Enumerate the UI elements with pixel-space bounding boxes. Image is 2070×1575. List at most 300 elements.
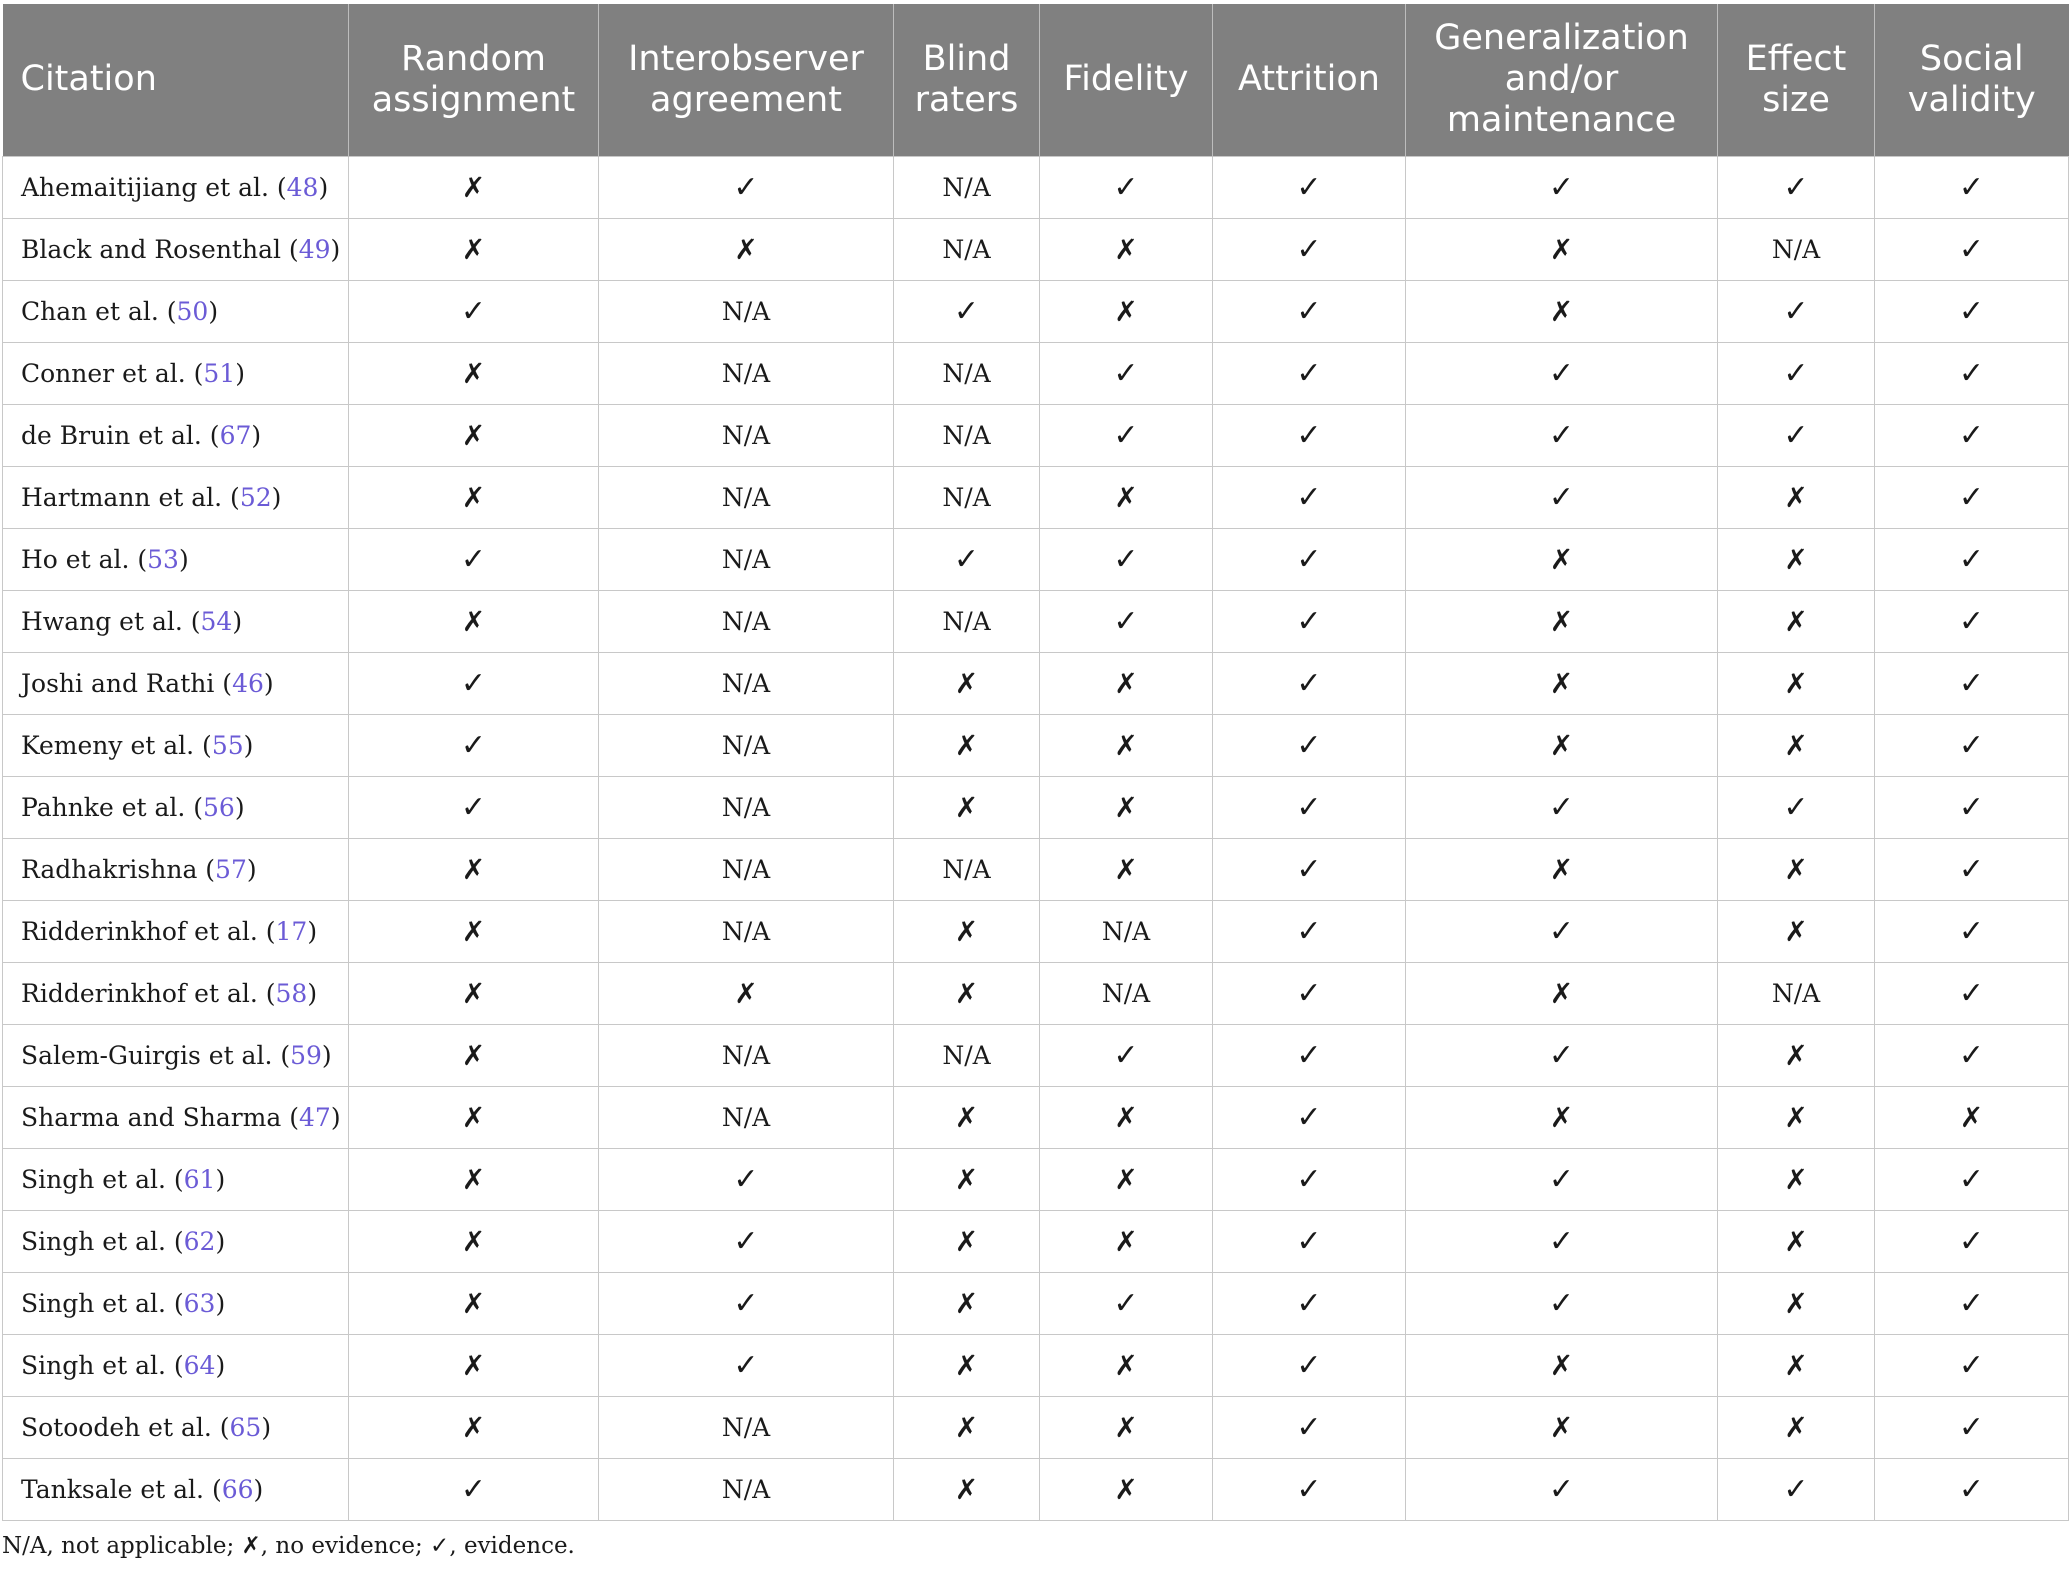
cell-effect-size	[1718, 218, 1875, 280]
no-evidence-cross-icon: ✗	[461, 1286, 486, 1320]
evidence-check-icon: ✓	[460, 541, 487, 577]
no-evidence-cross-icon: ✗	[954, 976, 979, 1010]
cell-generalization-maintenance	[1406, 900, 1718, 962]
evidence-check-icon: ✓	[1113, 603, 1139, 639]
cell-blind-raters	[894, 776, 1040, 838]
no-evidence-cross-icon: ✗	[954, 1472, 979, 1506]
citation-cell	[3, 900, 349, 962]
evidence-check-icon: ✓	[1113, 1285, 1139, 1321]
cell-effect-size	[1718, 962, 1875, 1024]
citation-cell	[3, 590, 349, 652]
table-body	[3, 156, 2069, 1520]
citation-cell	[3, 962, 349, 1024]
table-row	[3, 1086, 2069, 1148]
cell-blind-raters	[894, 900, 1040, 962]
citation-author: Singh et al. (	[21, 1350, 184, 1380]
no-evidence-cross-icon: ✗	[1114, 666, 1138, 700]
not-applicable-label: N/A	[721, 668, 771, 698]
evidence-check-icon: ✓	[1958, 541, 1985, 577]
citation-close-paren: )	[246, 854, 257, 884]
no-evidence-cross-icon: ✗	[734, 232, 758, 266]
table-footnote: N/A, not applicable; ✗, no evidence; ✓, evidence.	[2, 1533, 575, 1559]
cell-attrition	[1213, 838, 1406, 900]
cell-interobserver-agreement	[599, 590, 894, 652]
evidence-check-icon: ✓	[1548, 479, 1575, 515]
cell-social-validity	[1875, 528, 2069, 590]
citation-reference-link[interactable]: 56	[203, 792, 235, 822]
citation-author: Hartmann et al. (	[21, 482, 240, 512]
cell-blind-raters	[894, 714, 1040, 776]
cell-random-assignment	[349, 1086, 599, 1148]
cell-blind-raters	[894, 1334, 1040, 1396]
cell-random-assignment	[349, 776, 599, 838]
cell-blind-raters	[894, 838, 1040, 900]
cell-generalization-maintenance	[1406, 528, 1718, 590]
cell-fidelity	[1040, 404, 1213, 466]
citation-reference-link[interactable]: 54	[200, 606, 233, 636]
no-evidence-cross-icon: ✗	[954, 1224, 979, 1258]
evidence-check-icon: ✓	[1548, 169, 1575, 205]
cell-random-assignment	[349, 1024, 599, 1086]
cell-interobserver-agreement	[599, 1148, 894, 1210]
cell-social-validity	[1875, 1334, 2069, 1396]
evidence-check-icon: ✓	[1296, 1161, 1322, 1197]
table-row	[3, 528, 2069, 590]
no-evidence-cross-icon: ✗	[1784, 666, 1808, 700]
cell-generalization-maintenance	[1406, 404, 1718, 466]
cell-social-validity	[1875, 218, 2069, 280]
cell-interobserver-agreement	[599, 1396, 894, 1458]
evidence-check-icon: ✓	[1296, 231, 1322, 267]
cell-random-assignment	[349, 404, 599, 466]
evidence-table	[2, 4, 2069, 1521]
cell-random-assignment	[349, 466, 599, 528]
table-row	[3, 838, 2069, 900]
citation-author: de Bruin et al. (	[21, 420, 220, 450]
cell-fidelity	[1040, 528, 1213, 590]
cell-blind-raters	[894, 962, 1040, 1024]
cell-social-validity	[1875, 962, 2069, 1024]
cell-generalization-maintenance	[1406, 1086, 1718, 1148]
cell-generalization-maintenance	[1406, 652, 1718, 714]
evidence-check-icon: ✓	[1296, 603, 1322, 639]
table-row	[3, 776, 2069, 838]
citation-reference-link[interactable]: 17	[275, 916, 308, 946]
no-evidence-cross-icon: ✗	[461, 1224, 486, 1258]
header-social-validity: Social validity	[1875, 4, 2069, 156]
evidence-check-icon: ✓	[1296, 1223, 1322, 1259]
cell-attrition	[1213, 1148, 1406, 1210]
no-evidence-cross-icon: ✗	[734, 976, 758, 1010]
not-applicable-label: N/A	[1771, 978, 1821, 1008]
citation-reference-link[interactable]: 61	[183, 1164, 216, 1194]
citation-reference-link[interactable]: 55	[211, 730, 244, 760]
cell-interobserver-agreement	[599, 1086, 894, 1148]
no-evidence-cross-icon: ✗	[1114, 852, 1138, 886]
no-evidence-cross-icon: ✗	[1114, 1348, 1138, 1382]
evidence-check-icon: ✓	[1548, 417, 1575, 453]
evidence-check-icon: ✓	[460, 1471, 487, 1507]
citation-reference-link[interactable]: 64	[183, 1350, 216, 1380]
evidence-check-icon: ✓	[1548, 1223, 1575, 1259]
no-evidence-cross-icon: ✗	[1784, 1286, 1808, 1320]
citation-author: Ridderinkhof et al. (	[21, 916, 276, 946]
evidence-check-icon: ✓	[1958, 1285, 1985, 1321]
citation-cell	[3, 218, 349, 280]
not-applicable-label: N/A	[721, 420, 771, 450]
cell-effect-size	[1718, 1024, 1875, 1086]
cell-effect-size	[1718, 714, 1875, 776]
not-applicable-label: N/A	[942, 1040, 991, 1070]
not-applicable-label: N/A	[721, 1474, 771, 1504]
citation-close-paren: )	[271, 482, 282, 512]
table-row	[3, 1024, 2069, 1086]
citation-reference-link[interactable]: 58	[275, 978, 308, 1008]
not-applicable-label: N/A	[942, 854, 991, 884]
cell-interobserver-agreement	[599, 776, 894, 838]
evidence-check-icon: ✓	[733, 1347, 759, 1383]
no-evidence-cross-icon: ✗	[1784, 1162, 1808, 1196]
cell-generalization-maintenance	[1406, 1024, 1718, 1086]
no-evidence-cross-icon: ✗	[1784, 1038, 1808, 1072]
cell-generalization-maintenance	[1406, 466, 1718, 528]
cell-interobserver-agreement	[599, 962, 894, 1024]
evidence-check-icon: ✓	[1296, 1409, 1322, 1445]
cell-social-validity	[1875, 590, 2069, 652]
citation-author: Ho et al. (	[21, 544, 148, 574]
cell-fidelity	[1040, 962, 1213, 1024]
evidence-check-icon: ✓	[1296, 479, 1322, 515]
evidence-check-icon: ✓	[1296, 789, 1322, 825]
no-evidence-cross-icon: ✗	[461, 604, 486, 638]
cell-social-validity	[1875, 466, 2069, 528]
citation-author: Sharma and Sharma (	[21, 1102, 299, 1132]
not-applicable-label: N/A	[721, 606, 771, 636]
evidence-check-icon: ✓	[1783, 1471, 1809, 1507]
cell-blind-raters	[894, 1458, 1040, 1520]
no-evidence-cross-icon: ✗	[1114, 1162, 1138, 1196]
cell-random-assignment	[349, 156, 599, 218]
citation-reference-link[interactable]: 52	[239, 482, 272, 512]
citation-reference-link[interactable]: 49	[298, 234, 331, 264]
no-evidence-cross-icon: ✗	[461, 170, 486, 204]
evidence-check-icon: ✓	[1296, 1099, 1322, 1135]
citation-author: Kemeny et al. (	[21, 730, 212, 760]
citation-author: Chan et al. (	[21, 296, 177, 326]
cell-effect-size	[1718, 404, 1875, 466]
evidence-check-icon: ✓	[1958, 1409, 1985, 1445]
evidence-check-icon: ✓	[1548, 355, 1575, 391]
cell-attrition	[1213, 218, 1406, 280]
no-evidence-cross-icon: ✗	[1114, 480, 1138, 514]
cell-attrition	[1213, 962, 1406, 1024]
not-applicable-label: N/A	[721, 1040, 771, 1070]
cell-interobserver-agreement	[599, 1334, 894, 1396]
no-evidence-cross-icon: ✗	[1114, 790, 1138, 824]
cell-interobserver-agreement	[599, 280, 894, 342]
cell-random-assignment	[349, 900, 599, 962]
cell-attrition	[1213, 466, 1406, 528]
evidence-check-icon: ✓	[1296, 1347, 1322, 1383]
evidence-check-icon: ✓	[1296, 1471, 1322, 1507]
cell-social-validity	[1875, 776, 2069, 838]
citation-reference-link[interactable]: 67	[219, 420, 252, 450]
citation-cell	[3, 1210, 349, 1272]
not-applicable-label: N/A	[942, 234, 991, 264]
citation-reference-link[interactable]: 66	[221, 1474, 254, 1504]
citation-cell	[3, 156, 349, 218]
citation-reference-link[interactable]: 59	[290, 1040, 322, 1070]
cell-social-validity	[1875, 1148, 2069, 1210]
cell-social-validity	[1875, 156, 2069, 218]
table-row	[3, 218, 2069, 280]
citation-reference-link[interactable]: 48	[286, 172, 319, 202]
cell-effect-size	[1718, 1334, 1875, 1396]
not-applicable-label: N/A	[721, 1412, 771, 1442]
no-evidence-cross-icon: ✗	[1549, 542, 1574, 576]
evidence-check-icon: ✓	[1296, 1285, 1322, 1321]
cell-generalization-maintenance	[1406, 776, 1718, 838]
evidence-check-icon: ✓	[1113, 417, 1139, 453]
cell-blind-raters	[894, 466, 1040, 528]
citation-author: Salem-Guirgis et al. (	[21, 1040, 291, 1070]
evidence-check-icon: ✓	[1296, 1037, 1322, 1073]
cell-fidelity	[1040, 900, 1213, 962]
cell-generalization-maintenance	[1406, 590, 1718, 652]
not-applicable-label: N/A	[721, 730, 771, 760]
cell-interobserver-agreement	[599, 218, 894, 280]
citation-reference-link[interactable]: 53	[147, 544, 179, 574]
cell-attrition	[1213, 156, 1406, 218]
not-applicable-label: N/A	[721, 358, 771, 388]
citation-close-paren: )	[253, 1474, 264, 1504]
citation-cell	[3, 1272, 349, 1334]
header-blind-raters: Blind raters	[894, 4, 1040, 156]
cell-attrition	[1213, 1458, 1406, 1520]
evidence-check-icon: ✓	[1958, 231, 1985, 267]
table-row	[3, 1210, 2069, 1272]
cell-social-validity	[1875, 1458, 2069, 1520]
no-evidence-cross-icon: ✗	[1549, 666, 1574, 700]
citation-close-paren: )	[208, 296, 219, 326]
no-evidence-cross-icon: ✗	[1114, 1410, 1138, 1444]
evidence-check-icon: ✓	[1548, 789, 1575, 825]
no-evidence-cross-icon: ✗	[1784, 1348, 1808, 1382]
evidence-check-icon: ✓	[1958, 913, 1985, 949]
cell-interobserver-agreement	[599, 1458, 894, 1520]
evidence-check-icon: ✓	[1113, 541, 1139, 577]
cell-random-assignment	[349, 1210, 599, 1272]
citation-close-paren: )	[234, 792, 245, 822]
cell-generalization-maintenance	[1406, 280, 1718, 342]
cell-effect-size	[1718, 590, 1875, 652]
evidence-check-icon: ✓	[1783, 789, 1809, 825]
no-evidence-cross-icon: ✗	[1784, 1410, 1808, 1444]
cell-interobserver-agreement	[599, 714, 894, 776]
evidence-check-icon: ✓	[1113, 355, 1139, 391]
no-evidence-cross-icon: ✗	[1114, 294, 1138, 328]
cell-fidelity	[1040, 1272, 1213, 1334]
citation-reference-link[interactable]: 51	[203, 358, 236, 388]
citation-close-paren: )	[307, 978, 318, 1008]
evidence-check-icon: ✓	[1958, 603, 1985, 639]
evidence-check-icon: ✓	[1548, 1161, 1575, 1197]
table-row	[3, 156, 2069, 218]
citation-cell	[3, 1334, 349, 1396]
table-row	[3, 590, 2069, 652]
not-applicable-label: N/A	[942, 606, 991, 636]
evidence-check-icon: ✓	[1296, 293, 1322, 329]
citation-close-paren: )	[318, 172, 329, 202]
no-evidence-cross-icon: ✗	[1114, 728, 1138, 762]
evidence-check-icon: ✓	[460, 789, 487, 825]
cell-random-assignment	[349, 714, 599, 776]
no-evidence-cross-icon: ✗	[461, 232, 486, 266]
cell-interobserver-agreement	[599, 1272, 894, 1334]
cell-fidelity	[1040, 1458, 1213, 1520]
citation-reference-link[interactable]: 62	[183, 1226, 216, 1256]
evidence-check-icon: ✓	[460, 293, 487, 329]
citation-cell	[3, 466, 349, 528]
no-evidence-cross-icon: ✗	[1114, 1100, 1138, 1134]
citation-cell	[3, 528, 349, 590]
cell-attrition	[1213, 1334, 1406, 1396]
citation-cell	[3, 1458, 349, 1520]
no-evidence-cross-icon: ✗	[1549, 1348, 1574, 1382]
cell-social-validity	[1875, 1024, 2069, 1086]
citation-close-paren: )	[215, 1288, 226, 1318]
cell-effect-size	[1718, 776, 1875, 838]
citation-reference-link[interactable]: 63	[183, 1288, 216, 1318]
no-evidence-cross-icon: ✗	[1784, 914, 1808, 948]
cell-blind-raters	[894, 1086, 1040, 1148]
citation-cell	[3, 776, 349, 838]
citation-cell	[3, 1086, 349, 1148]
cell-attrition	[1213, 1210, 1406, 1272]
cell-effect-size	[1718, 156, 1875, 218]
citation-cell	[3, 342, 349, 404]
table-row	[3, 1334, 2069, 1396]
no-evidence-cross-icon: ✗	[461, 418, 486, 452]
evidence-check-icon: ✓	[460, 665, 487, 701]
citation-reference-link[interactable]: 46	[232, 668, 264, 698]
evidence-check-icon: ✓	[1548, 913, 1575, 949]
citation-close-paren: )	[251, 420, 262, 450]
cell-generalization-maintenance	[1406, 962, 1718, 1024]
not-applicable-label: N/A	[942, 482, 991, 512]
table-row	[3, 1272, 2069, 1334]
cell-fidelity	[1040, 652, 1213, 714]
cell-social-validity	[1875, 900, 2069, 962]
cell-interobserver-agreement	[599, 838, 894, 900]
cell-interobserver-agreement	[599, 404, 894, 466]
citation-reference-link[interactable]: 47	[299, 1102, 331, 1132]
cell-fidelity	[1040, 1024, 1213, 1086]
evidence-check-icon: ✓	[1958, 479, 1985, 515]
no-evidence-cross-icon: ✗	[954, 666, 979, 700]
cell-fidelity	[1040, 1210, 1213, 1272]
cell-interobserver-agreement	[599, 900, 894, 962]
cell-effect-size	[1718, 1086, 1875, 1148]
not-applicable-label: N/A	[942, 172, 991, 202]
cell-attrition	[1213, 1396, 1406, 1458]
no-evidence-cross-icon: ✗	[1959, 1100, 1984, 1134]
cell-attrition	[1213, 404, 1406, 466]
cell-attrition	[1213, 342, 1406, 404]
no-evidence-cross-icon: ✗	[1549, 604, 1574, 638]
citation-reference-link[interactable]: 50	[176, 296, 209, 326]
cell-effect-size	[1718, 1272, 1875, 1334]
header-attrition: Attrition	[1213, 4, 1406, 156]
cell-blind-raters	[894, 156, 1040, 218]
evidence-check-icon: ✓	[1783, 355, 1809, 391]
evidence-check-icon: ✓	[1548, 1037, 1575, 1073]
cell-blind-raters	[894, 1024, 1040, 1086]
cell-fidelity	[1040, 776, 1213, 838]
cell-social-validity	[1875, 652, 2069, 714]
cell-social-validity	[1875, 280, 2069, 342]
cell-social-validity	[1875, 1210, 2069, 1272]
table-row	[3, 652, 2069, 714]
citation-close-paren: )	[178, 544, 189, 574]
evidence-check-icon: ✓	[1548, 1285, 1575, 1321]
evidence-check-icon: ✓	[1958, 293, 1985, 329]
cell-effect-size	[1718, 1458, 1875, 1520]
evidence-check-icon: ✓	[1296, 541, 1322, 577]
cell-random-assignment	[349, 838, 599, 900]
no-evidence-cross-icon: ✗	[1549, 852, 1574, 886]
cell-effect-size	[1718, 1148, 1875, 1210]
cell-generalization-maintenance	[1406, 1272, 1718, 1334]
citation-close-paren: )	[235, 358, 245, 388]
cell-generalization-maintenance	[1406, 342, 1718, 404]
cell-attrition	[1213, 1086, 1406, 1148]
no-evidence-cross-icon: ✗	[1784, 480, 1808, 514]
table-row	[3, 900, 2069, 962]
no-evidence-cross-icon: ✗	[1549, 1100, 1574, 1134]
evidence-check-icon: ✓	[1958, 1037, 1985, 1073]
evidence-check-icon: ✓	[1958, 789, 1985, 825]
cell-effect-size	[1718, 838, 1875, 900]
citation-close-paren: )	[330, 234, 341, 264]
no-evidence-cross-icon: ✗	[1549, 976, 1574, 1010]
cell-fidelity	[1040, 1086, 1213, 1148]
not-applicable-label: N/A	[721, 792, 771, 822]
no-evidence-cross-icon: ✗	[461, 480, 486, 514]
citation-reference-link[interactable]: 65	[229, 1412, 262, 1442]
evidence-check-icon: ✓	[1296, 169, 1322, 205]
cell-attrition	[1213, 652, 1406, 714]
cell-blind-raters	[894, 1148, 1040, 1210]
no-evidence-cross-icon: ✗	[954, 728, 979, 762]
citation-close-paren: )	[215, 1350, 226, 1380]
not-applicable-label: N/A	[721, 482, 771, 512]
evidence-check-icon: ✓	[1958, 1471, 1985, 1507]
evidence-check-icon: ✓	[733, 169, 759, 205]
citation-cell	[3, 280, 349, 342]
citation-close-paren: )	[321, 1040, 332, 1070]
no-evidence-cross-icon: ✗	[1549, 294, 1574, 328]
cell-interobserver-agreement	[599, 1024, 894, 1086]
citation-reference-link[interactable]: 57	[215, 854, 247, 884]
citation-author: Tanksale et al. (	[21, 1474, 222, 1504]
cell-effect-size	[1718, 900, 1875, 962]
cell-attrition	[1213, 590, 1406, 652]
cell-effect-size	[1718, 1210, 1875, 1272]
evidence-check-icon: ✓	[1783, 169, 1809, 205]
cell-attrition	[1213, 280, 1406, 342]
cell-random-assignment	[349, 1148, 599, 1210]
